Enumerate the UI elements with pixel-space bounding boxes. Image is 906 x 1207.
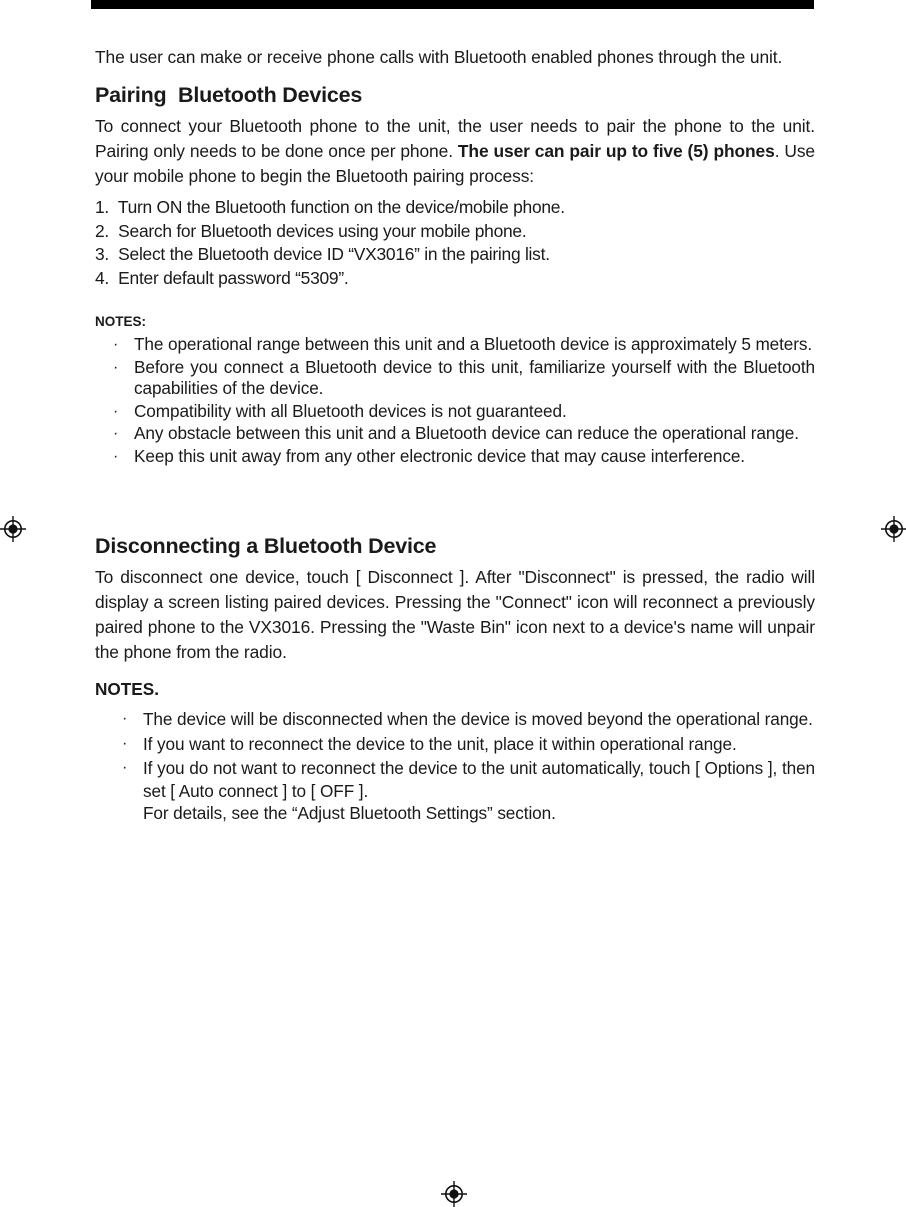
disconnect-body-paragraph: To disconnect one device, touch [ Disconnect ]. After "Disconnect" is pressed, the radio will display a screen listing paired devices. Pressing the "Connect" icon will reconnect a previously paired phone to the VX3016. Pressing the "Waste Bin" icon next to a device's name will unpair the phone from the radio. (95, 567, 815, 662)
list-item: 4. Enter default password “5309”. (95, 267, 349, 288)
disconnect-section-title: Disconnecting a Bluetooth Device (95, 534, 437, 558)
list-item-label: Compatibility with all Bluetooth devices is not guaranteed. (134, 400, 567, 421)
registration-mark-icon (441, 1181, 467, 1207)
pairing-body-paragraph (95, 114, 815, 189)
document-body (95, 44, 815, 827)
bullet-icon: · (113, 358, 119, 376)
list-item-label: The device will be disconnected when the device is moved beyond the operational range. (143, 709, 813, 729)
list-item (95, 446, 815, 468)
registration-mark-icon (0, 516, 26, 542)
spacer (95, 665, 815, 679)
bullet-icon: · (122, 734, 128, 752)
pairing-steps-list (95, 196, 815, 290)
list-item (95, 708, 815, 731)
list-item: 1. Turn ON the Bluetooth function on the device/mobile phone. (95, 197, 565, 217)
list-item (95, 401, 815, 423)
pairing-body-part2: . Use your mobile phone to begin the Bluetooth pairing process: (95, 141, 816, 186)
spacer (95, 290, 815, 314)
list-item-label: If you want to reconnect the device to the unit, place it within operational range. (143, 733, 737, 754)
list-item-label: The operational range between this unit and a Bluetooth device is approximately 5 meters. (134, 334, 813, 354)
spacer (95, 468, 815, 522)
list-item: 3. Select the Bluetooth device ID “VX3016” in the pairing list. (95, 244, 550, 264)
list-item (95, 757, 815, 825)
bullet-icon: · (113, 336, 119, 353)
bullet-icon: · (122, 759, 128, 776)
list-item (95, 423, 815, 445)
bullet-icon: · (113, 425, 119, 442)
notes-label: NOTES: (95, 314, 147, 329)
top-black-rule (91, 0, 814, 9)
list-item-label: Before you connect a Bluetooth device to this unit, familiarize yourself with the Bluetooth capabilities of the device. (134, 356, 815, 398)
list-item-label: Keep this unit away from any other electronic device that may cause interference. (134, 445, 745, 466)
list-item-label: If you do not want to reconnect the device to the unit automatically, touch [ Options ], then set [ Auto connect ] to [ OFF ]. (143, 758, 815, 801)
list-item-label: Any obstacle between this unit and a Bluetooth device can reduce the operational range. (134, 423, 799, 443)
list-item (95, 334, 815, 356)
pairing-body-emphasis: The user can pair up to five (5) phones (457, 141, 775, 161)
list-item (95, 733, 815, 756)
bullet-icon: · (122, 710, 128, 727)
bullet-icon: · (113, 447, 119, 465)
page-title: Pairing Bluetooth Devices (95, 83, 363, 107)
bullet-icon: · (113, 402, 119, 420)
intro-paragraph: The user can make or receive phone calls with Bluetooth enabled phones through the unit. (95, 47, 783, 67)
notes-label: NOTES. (95, 679, 159, 699)
disconnect-notes-list (95, 708, 815, 825)
list-item-tail-label: For details, see the “Adjust Bluetooth Settings” section. (143, 803, 556, 823)
list-item: 2. Search for Bluetooth devices using your mobile phone. (95, 220, 527, 241)
registration-mark-icon (881, 516, 906, 542)
pairing-body-part1: To connect your Bluetooth phone to the unit, the user needs to pair the phone to the unit. Pairing only needs to be done once per phone. (95, 116, 815, 161)
pairing-notes-list (95, 334, 815, 467)
list-item (95, 357, 815, 400)
